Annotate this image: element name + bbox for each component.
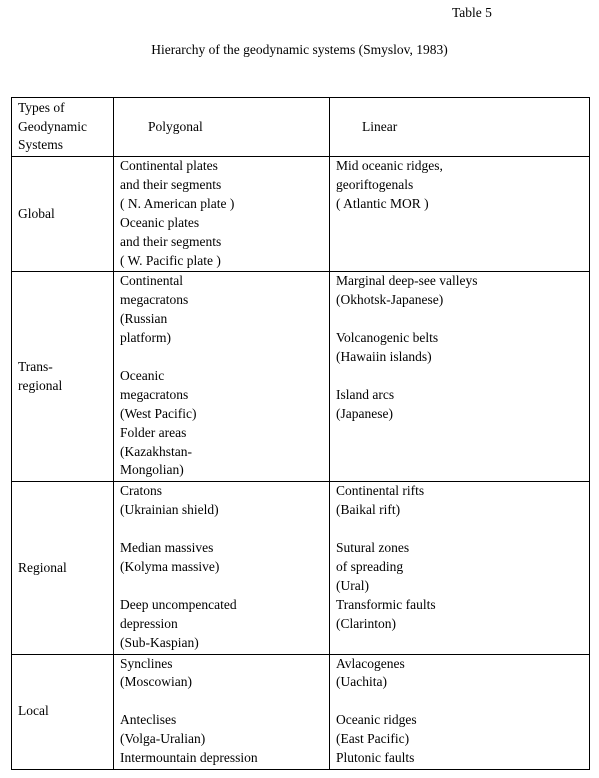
cell-line: Plutonic faults xyxy=(336,750,415,766)
cell-line: (Japanese) xyxy=(336,405,393,421)
cell-line: Oceanic xyxy=(120,367,165,383)
polygonal-cell xyxy=(114,482,330,654)
row-label: regional xyxy=(18,377,63,393)
cell-line: ( N. American plate ) xyxy=(120,195,235,211)
cell-line: Continental xyxy=(120,273,183,289)
cell-line: Intermountain depression xyxy=(120,750,258,766)
table-row-transregional xyxy=(12,272,590,482)
cell-line: (Volga-Uralian) xyxy=(120,731,206,747)
cell-line: georiftogenals xyxy=(336,176,414,192)
cell-line: (Kazakhstan- xyxy=(120,443,192,459)
row-label-cell xyxy=(12,482,114,654)
cell-line: Mid oceanic ridges, xyxy=(336,158,443,173)
cell-line: (Hawaiin islands) xyxy=(336,349,432,365)
cell-line xyxy=(336,310,583,329)
table-number: Table 5 xyxy=(452,5,492,20)
cell-line xyxy=(336,367,583,386)
polygonal-cell xyxy=(114,654,330,769)
cell-line: (East Pacific) xyxy=(336,731,410,747)
cell-line xyxy=(336,520,583,539)
cell-line: platform) xyxy=(120,330,171,346)
cell-line: Avlacogenes xyxy=(336,655,405,671)
cell-line: Median massives xyxy=(120,540,214,556)
cell-line: Synclines xyxy=(120,655,173,671)
cell-line: (Okhotsk-Japanese) xyxy=(336,292,444,308)
table-row-local xyxy=(12,654,590,769)
cell-line: and their segments xyxy=(120,233,222,249)
header-types-cell xyxy=(12,98,114,157)
cell-line: of spreading xyxy=(336,559,404,574)
polygonal-cell xyxy=(114,157,330,272)
row-label-cell xyxy=(12,654,114,769)
cell-line: depression xyxy=(120,615,178,631)
table-title: Hierarchy of the geodynamic systems (Smyslov, 1983) xyxy=(151,42,448,57)
cell-line xyxy=(120,692,323,711)
cell-line: (Russian xyxy=(120,311,168,327)
header-polygonal: Polygonal xyxy=(148,118,203,134)
header-linear: Linear xyxy=(362,118,398,134)
cell-line: Continental plates xyxy=(120,158,218,173)
cell-line: (West Pacific) xyxy=(120,405,197,421)
cell-line: ( Atlantic MOR ) xyxy=(336,195,429,211)
geodynamic-systems-table xyxy=(11,97,590,770)
table-row-regional xyxy=(12,482,590,654)
cell-line: (Ukrainian shield) xyxy=(120,502,219,518)
cell-line: Folder areas xyxy=(120,424,187,440)
row-label-cell xyxy=(12,272,114,482)
cell-line: (Ural) xyxy=(336,577,369,593)
row-label: Regional xyxy=(18,559,67,575)
cell-line: Anteclises xyxy=(120,712,177,728)
linear-cell xyxy=(330,157,590,272)
cell-line xyxy=(120,520,323,539)
cell-line: ( W. Pacific plate ) xyxy=(120,252,221,268)
header-types-line: Geodynamic xyxy=(18,118,87,134)
row-label: Trans- xyxy=(18,359,53,374)
cell-line: Mongolian) xyxy=(120,462,184,478)
cell-line: and their segments xyxy=(120,176,222,192)
cell-line: megacratons xyxy=(120,292,189,308)
cell-line: Sutural zones xyxy=(336,540,410,556)
row-label: Global xyxy=(18,205,55,221)
cell-line: Cratons xyxy=(120,483,162,499)
polygonal-cell xyxy=(114,272,330,482)
row-label: Local xyxy=(18,703,49,719)
cell-line: Continental rifts xyxy=(336,483,425,499)
cell-line: Transformic faults xyxy=(336,596,436,612)
cell-line: Oceanic ridges xyxy=(336,712,417,728)
cell-line: (Sub-Kaspian) xyxy=(120,634,199,650)
header-polygonal-cell xyxy=(114,98,330,157)
cell-line: (Kolyma massive) xyxy=(120,559,220,574)
linear-cell xyxy=(330,482,590,654)
header-linear-cell xyxy=(330,98,590,157)
cell-line: (Clarinton) xyxy=(336,615,396,631)
cell-line: Volcanogenic belts xyxy=(336,330,439,346)
cell-line: megacratons xyxy=(120,386,189,402)
cell-line: (Baikal rift) xyxy=(336,502,401,518)
cell-line: Island arcs xyxy=(336,386,395,402)
header-types-line: Systems xyxy=(18,137,64,153)
cell-line xyxy=(120,348,323,367)
row-label-cell xyxy=(12,157,114,272)
cell-line: (Uachita) xyxy=(336,674,387,690)
linear-cell xyxy=(330,654,590,769)
cell-line xyxy=(120,577,323,596)
cell-line: Marginal deep-see valleys xyxy=(336,273,478,289)
linear-cell xyxy=(330,272,590,482)
cell-line xyxy=(336,692,583,711)
header-types-line: Types of xyxy=(18,99,65,115)
table-header-row xyxy=(12,98,590,157)
table-row-global xyxy=(12,157,590,272)
cell-line: Oceanic plates xyxy=(120,214,200,230)
cell-line: (Moscowian) xyxy=(120,674,192,690)
cell-line: Deep uncompencated xyxy=(120,596,237,612)
